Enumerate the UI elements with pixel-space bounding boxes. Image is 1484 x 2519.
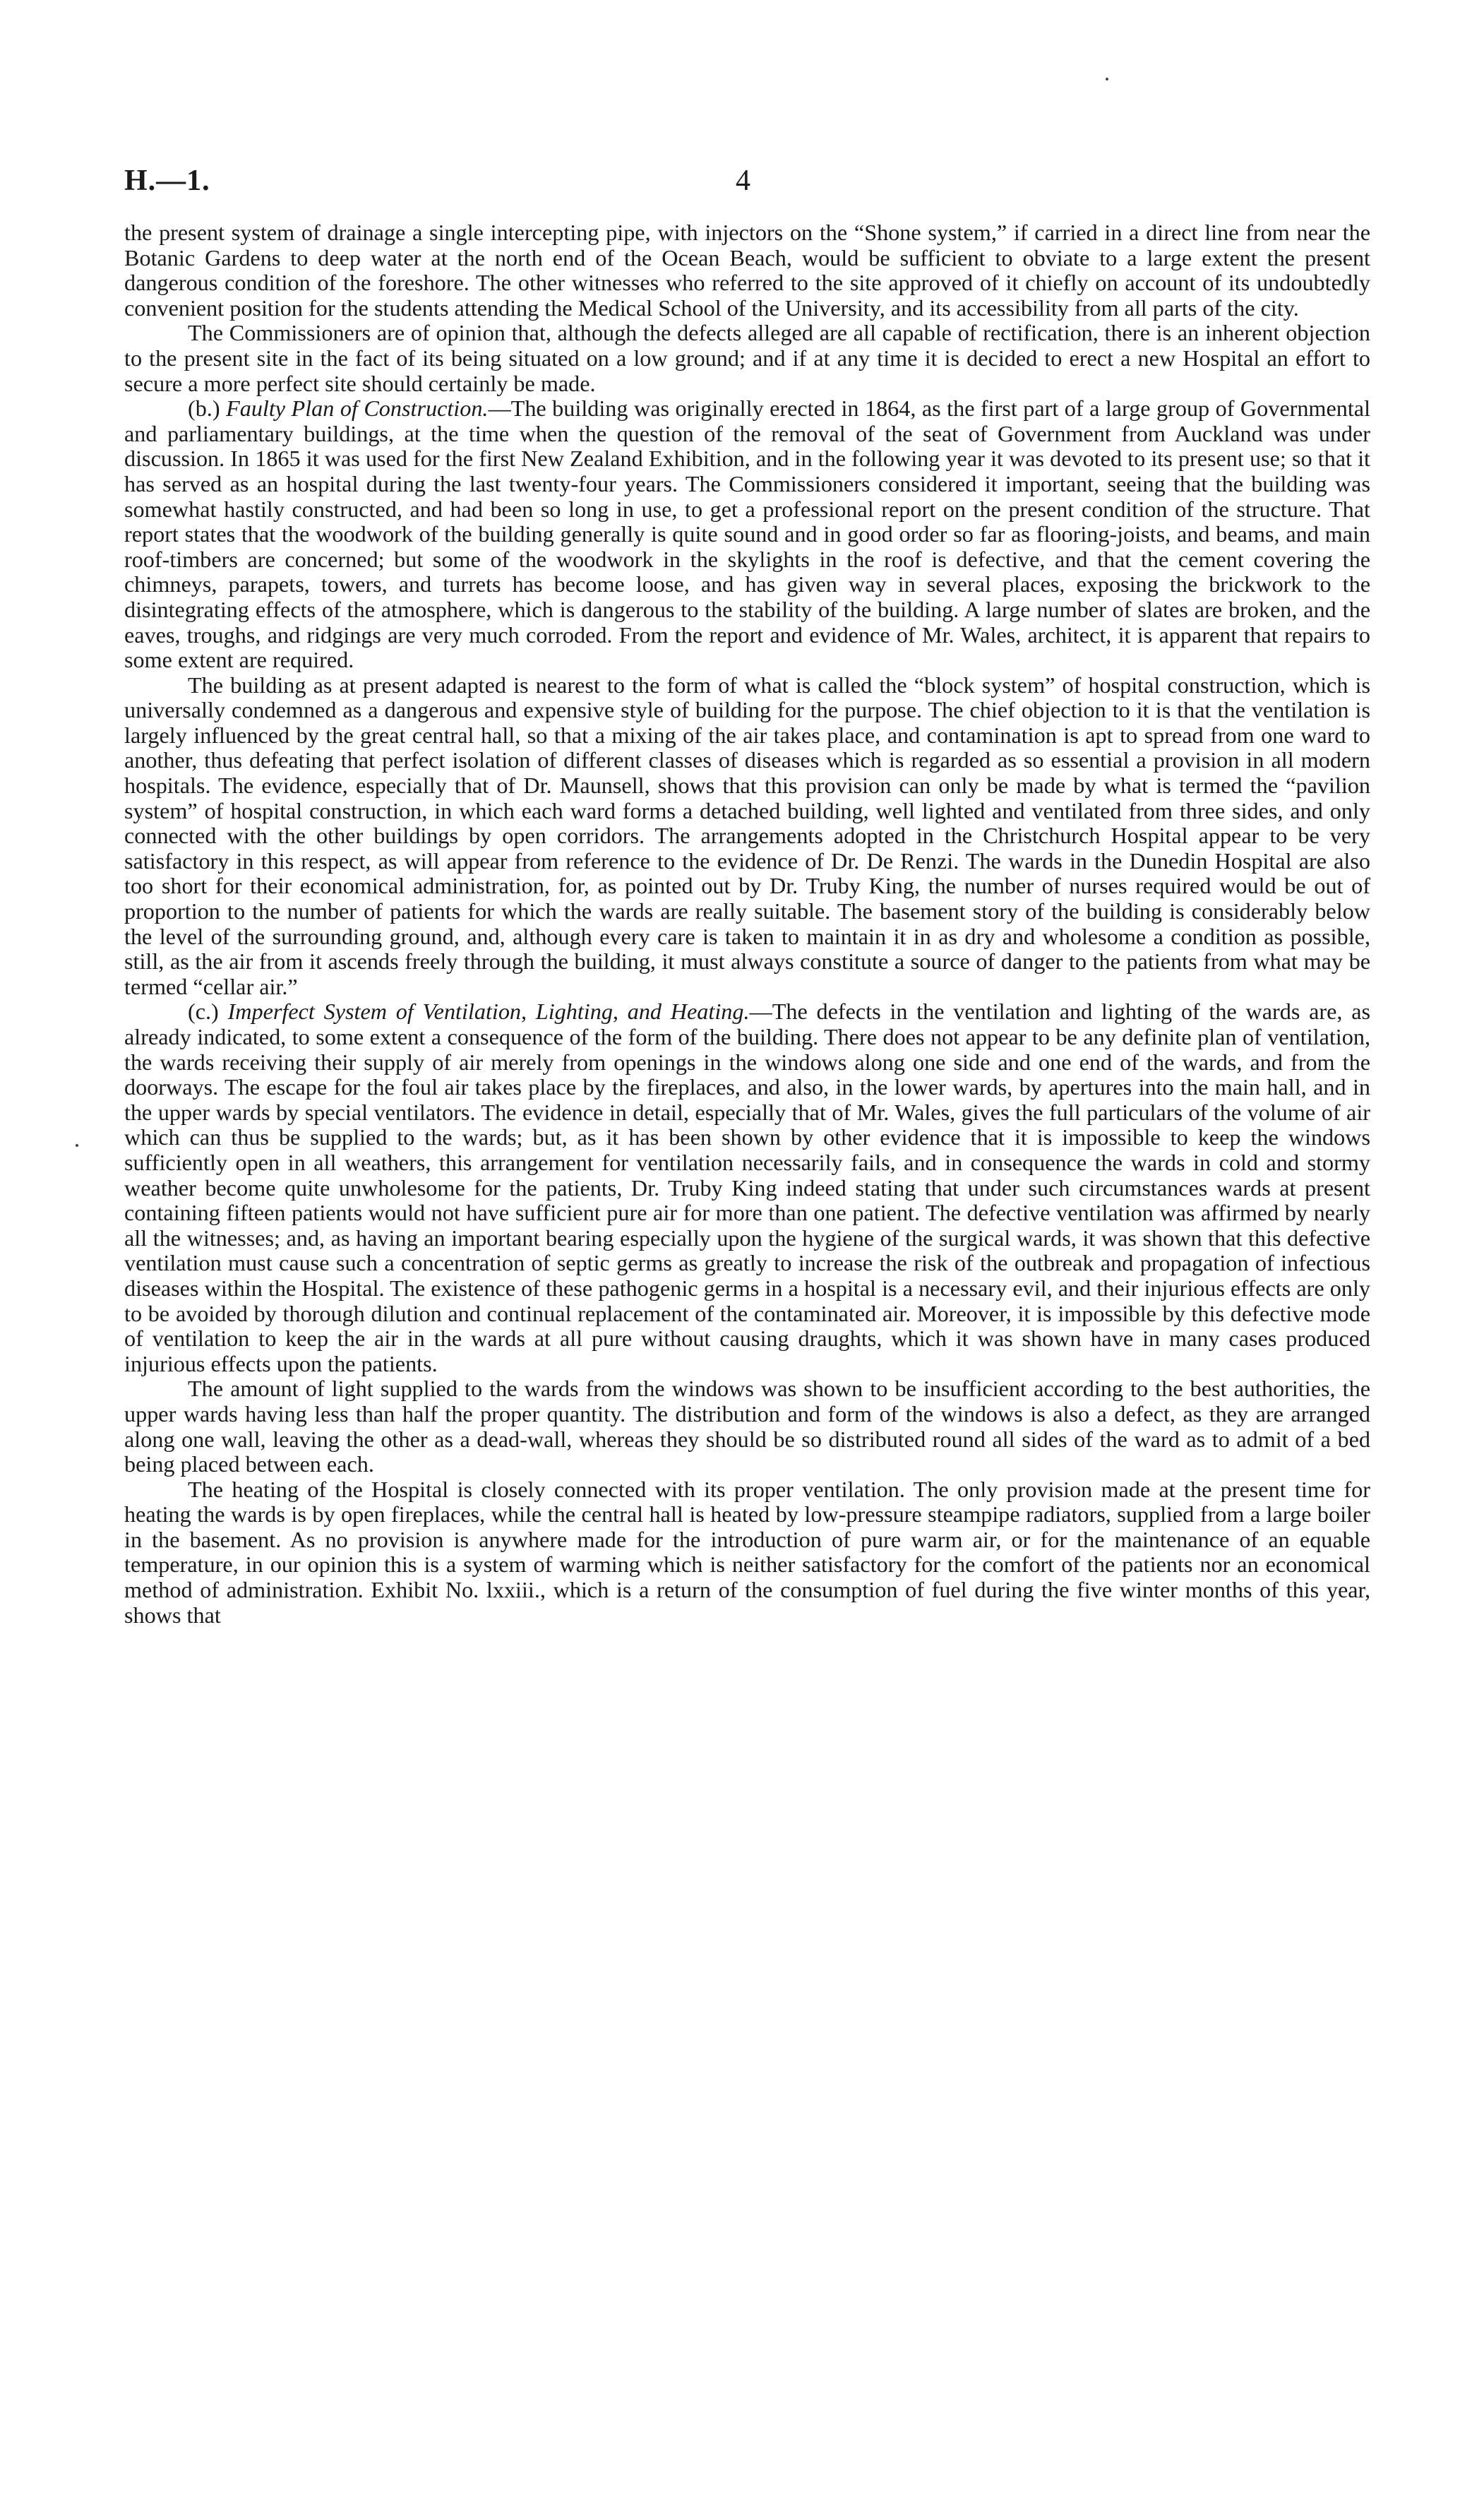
paragraph-heating: [124, 1477, 1370, 1628]
section-label: (c.): [188, 999, 219, 1025]
document-reference: H.—1.: [124, 165, 210, 197]
paragraph-text: The Commissioners are of opinion that, although the defects alleged are all capable of rectification, there is an inherent objection to the present site in the fact of its being situated on a low ground; and if at any time it is decided to erect a new Hospital an effort to secure a more perfect site should certainly be made.: [124, 320, 1370, 396]
section-ventilation: [124, 999, 1370, 1376]
section-heading: Imperfect System of Ventilation, Lighting, and Heating.: [227, 999, 750, 1025]
paragraph-block-system: [124, 673, 1370, 1000]
paragraph-site-drainage: [124, 220, 1370, 321]
margin-mark: [76, 1144, 78, 1147]
paragraph-commissioners-opinion: [124, 321, 1370, 396]
paragraph-text: the present system of drainage a single intercepting pipe, with injectors on the “Shone system,” if carried in a direct line from near the Botanic Gardens to deep water at the north end of the Ocean Beach, would be sufficient to obviate to a large extent the present dangerous condition of the foreshore. The other witnesses who referred to the site approved of it chiefly on account of its undoubtedly convenient position for the students attending the Medical School of the University, and its accessibility from all parts of the city.: [124, 220, 1370, 321]
paragraph-text: The heating of the Hospital is closely connected with its proper ventilation. The only provision made at the present time for heating the wards is by open fireplaces, while the central hall is heated by low-pressure steampipe radiators, supplied from a large boiler in the basement. As no provision is anywhere made for the introduction of pure warm air, or for the maintenance of an equable temperature, in our opinion this is a system of warming which is neither satisfactory for the comfort of the patients nor an economical method of administration. Exhibit No. lxxiii., which is a return of the consumption of fuel during the five winter months of this year, shows that: [124, 1476, 1370, 1628]
section-faulty-plan: [124, 396, 1370, 673]
section-label: (b.): [188, 395, 220, 422]
section-heading: Faulty Plan of Construction.: [226, 395, 489, 422]
paragraph-text: The building as at present adapted is nearest to the form of what is called the “block system” of hospital construction, which is universally condemned as a dangerous and expensive style of building for the purpose. The chief objection to it is that the ventilation is largely influenced by the great central hall, so that a mixing of the air takes place, and contamination is apt to spread from one ward to another, thus defeating that perfect isolation of different classes of diseases which is regarded as so essential a provision in all modern hospitals. The evidence, especially that of Dr. Maunsell, shows that this provision can only be made by what is termed the “pavilion system” of hospital construction, in which each ward forms a detached building, well lighted and ventilated from three sides, and only connected with the other buildings by open corridors. The arrangements adopted in the Christchurch Hospital appear to be very satisfactory in this respect, as will appear from reference to the evidence of Dr. De Renzi. The wards in the Dunedin Hospital are also too short for their economical administration, for, as pointed out by Dr. Truby King, the number of nurses required would be out of proportion to the number of patients for which the wards are really suitable. The basement story of the building is considerably below the level of the surrounding ground, and, although every care is taken to maintain it in as dry and wholesome a condition as possible, still, as the air from it ascends freely through the building, it must always constitute a source of danger to the patients from what may be termed “cellar air.”: [124, 672, 1370, 999]
page-header: [124, 164, 1370, 206]
paragraph-text: —The building was originally erected in 1864, as the first part of a large group of Governmental and parliamentary buildings, at the time when the question of the removal of the seat of Government from Auckland was under discussion. In 1865 it was used for the first New Zealand Exhibition, and in the following year it was devoted to its present use; so that it has served as an hospital during the last twenty-four years. The Commissioners considered it important, seeing that the building was somewhat hastily constructed, and had been so long in use, to get a professional report on the present condition of the structure. That report states that the woodwork of the building generally is quite sound and in good order so far as flooring-joists, and beams, and main roof-timbers are concerned; but some of the woodwork in the skylights in the roof is defective, and that the cement covering the chimneys, parapets, towers, and turrets has become loose, and has given way in several places, exposing the brickwork to the disintegrating effects of the atmosphere, which is dangerous to the stability of the building. A large number of slates are broken, and the eaves, troughs, and ridgings are very much corroded. From the report and evidence of Mr. Wales, architect, it is apparent that repairs to some extent are required.: [124, 395, 1371, 673]
paragraph-text: The amount of light supplied to the wards from the windows was shown to be insufficient according to the best authorities, the upper wards having less than half the proper quantity. The distribution and form of the windows is also a defect, as they are arranged along one wall, leaving the other as a dead-wall, whereas they should be so distributed round all sides of the ward as to admit of a bed being placed between each.: [124, 1376, 1370, 1477]
paragraph-text: —The defects in the ventilation and lighting of the wards are, as already indicated, to some extent a consequence of the form of the building. There does not appear to be any definite plan of ventilation, the wards receiving their supply of air merely from openings in the windows along one side and one end of the wards, and from the doorways. The escape for the foul air takes place by the fireplaces, and also, in the lower wards, by apertures into the main hall, and in the upper wards by special ventilators. The evidence in detail, especially that of Mr. Wales, gives the full particulars of the volume of air which can thus be supplied to the wards; but, as it has been shown by other evidence that it is impossible to keep the windows sufficiently open in all weathers, this arrangement for ventilation necessarily fails, and in consequence the wards in cold and stormy weather become quite unwholesome for the patients, Dr. Truby King indeed stating that under such circumstances wards at present containing fifteen patients would not have sufficient pure air for more than one patient. The defective ventilation was affirmed by nearly all the witnesses; and, as having an important bearing especially upon the hygiene of the surgical wards, it was shown that this defective ventilation must cause such a concentration of septic germs as greatly to increase the risk of the outbreak and propagation of infectious diseases within the Hospital. The existence of these pathogenic germs in a hospital is a necessary evil, and their injurious effects are only to be avoided by thorough dilution and continual replacement of the contaminated air. Moreover, it is impossible by this defective mode of ventilation to keep the air in the wards at all pure without causing draughts, which it was shown have in many cases produced injurious effects upon the patients.: [124, 999, 1371, 1376]
paragraph-lighting: [124, 1376, 1370, 1477]
body-text: [124, 220, 1370, 1628]
page-number: 4: [736, 165, 750, 197]
margin-mark: [1106, 78, 1108, 81]
